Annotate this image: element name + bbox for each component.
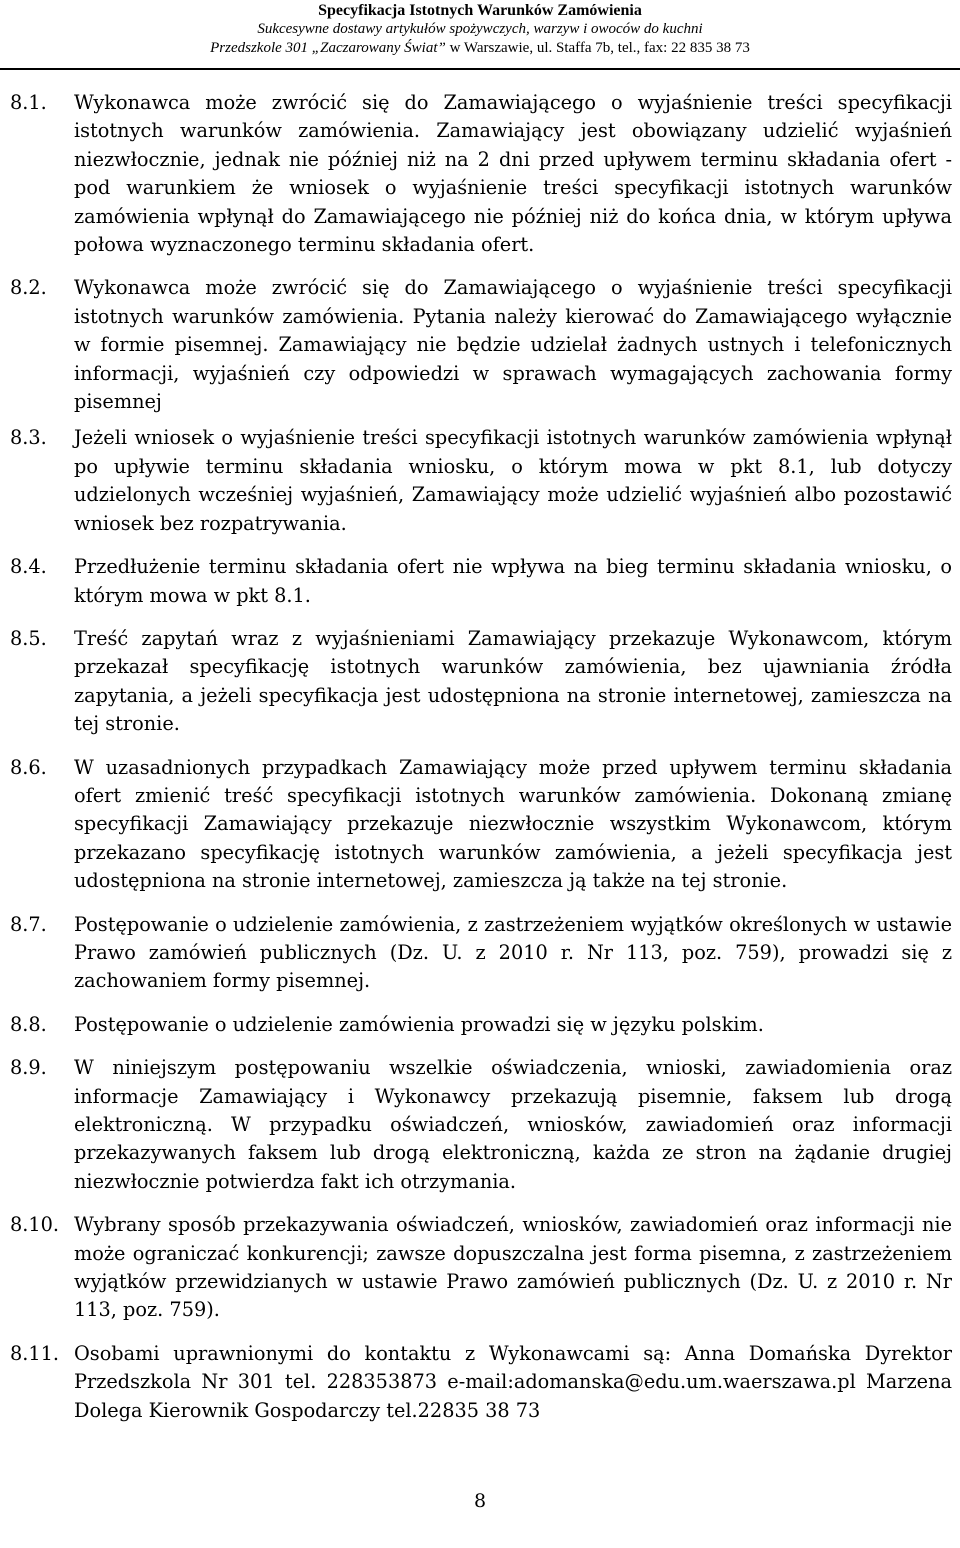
section-8-9 — [10, 1054, 952, 1196]
section-number: 8.5. — [10, 626, 47, 650]
section-text: Jeżeli wniosek o wyjaśnienie treści specyfikacji istotnych warunków zamówienia wpłynął po upływie terminu składania wniosku, o którym mowa w pkt 8.1, lub dotyczy udzielonych wcześniej wyjaśnień, Zamawiający może udzielić wyjaśnień albo pozostawić wniosek bez rozpatrywania. — [74, 426, 952, 535]
section-text: W niniejszym postępowaniu wszelkie oświadczenia, wnioski, zawiadomienia oraz informacje Zamawiający i Wykonawcy przekazują pisemnie, faksem lub drogą elektroniczną. W przypadku oświadczeń, wniosków, zawiadomień oraz informacji przekazywanych faksem lub drogą elektroniczną, każda ze stron na żądanie drugiej niezwłocznie potwierdza fakt ich otrzymania. — [74, 1056, 952, 1193]
section-8-10 — [10, 1211, 952, 1325]
section-8-6 — [10, 754, 952, 896]
section-number: 8.10. — [10, 1213, 60, 1237]
section-text: Wykonawca może zwrócić się do Zamawiającego o wyjaśnienie treści specyfikacji istotnych warunków zamówienia. Pytania należy kierować do Zamawiającego wyłącznie w formie pisemnej. Zamawiający nie będzie udzielał żadnych ustnych i telefonicznych informacji, wyjaśnień czy odpowiedzi w sprawach wymagających zachowania formy pisemnej — [74, 276, 952, 414]
section-number: 8.9. — [10, 1056, 47, 1080]
section-number: 8.3. — [10, 426, 47, 450]
section-text: Postępowanie o udzielenie zamówienia prowadzi się w języku polskim. — [74, 1012, 764, 1036]
section-number: 8.8. — [10, 1012, 47, 1036]
document-body — [10, 89, 952, 1425]
section-number: 8.7. — [10, 912, 47, 936]
section-number: 8.6. — [10, 755, 47, 779]
section-8-1 — [10, 89, 952, 259]
header-divider — [0, 68, 960, 70]
section-text: Wybrany sposób przekazywania oświadczeń, wniosków, zawiadomień oraz informacji nie może ograniczać konkurencji; zawsze dopuszczalna jest forma pisemna, z zastrzeżeniem wyjątków przewidzianych w ustawie Prawo zamówień publicznych (Dz. U. z 2010 r. Nr 113, poz. 759). — [74, 1213, 952, 1322]
header-address-line — [0, 39, 960, 58]
section-text: W uzasadnionych przypadkach Zamawiający może przed upływem terminu składania ofert zmienić treść specyfikacji istotnych warunków zamówienia. Dokonaną zmianę specyfikacji Zamawiający przekazuje niezwłocznie wszystkim Wykonawcom, którym przekazano specyfikację istotnych warunków zamówienia, a jeżeli specyfikacja jest udostępniona na stronie internetowej, zamieszcza ją także na tej stronie. — [74, 755, 952, 893]
header-title: Specyfikacja Istotnych Warunków Zamówienia — [318, 2, 642, 19]
section-text: Osobami uprawnionymi do kontaktu z Wykonawcami są: Anna Domańska Dyrektor Przedszkola Nr 301 tel. 228353873 e-mail:adomanska@edu.um.waerszawa.pl Marzena Dolega Kierownik Gospodarczy tel.22835 38 73 — [74, 1341, 952, 1422]
section-8-7 — [10, 911, 952, 996]
section-text: Przedłużenie terminu składania ofert nie wpływa na bieg terminu składania wniosku, o którym mowa w pkt 8.1. — [74, 555, 952, 607]
section-text: Treść zapytań wraz z wyjaśnieniami Zamawiający przekazuje Wykonawcom, którym przekazał specyfikację istotnych warunków zamówienia, bez ujawniania źródła zapytania, a jeżeli specyfikacja jest udostępniona na stronie internetowej, zamieszcza na tej stronie. — [74, 626, 952, 736]
page-number: 8 — [473, 1490, 487, 1512]
page-header — [0, 0, 960, 58]
header-subtitle: Sukcesywne dostawy artykułów spożywczych, warzyw i owoców do kuchni — [257, 21, 703, 37]
section-8-3 — [10, 424, 952, 538]
section-8-4 — [10, 553, 952, 610]
section-8-11 — [10, 1340, 952, 1425]
section-number: 8.2. — [10, 276, 47, 300]
header-address: w Warszawie, ul. Staffa 7b, tel., fax: 22 835 38 73 — [445, 40, 750, 56]
section-8-5 — [10, 625, 952, 739]
section-number: 8.1. — [10, 91, 47, 114]
section-text: Postępowanie o udzielenie zamówienia, z zastrzeżeniem wyjątków określonych w ustawie Prawo zamówień publicznych (Dz. U. z 2010 r. Nr 113, poz. 759), prowadzi się z zachowaniem formy pisemnej. — [74, 912, 952, 993]
section-text: Wykonawca może zwrócić się do Zamawiającego o wyjaśnienie treści specyfikacji istotnych warunków zamówienia. Zamawiający jest obowiązany udzielić wyjaśnień niezwłocznie, jednak nie później niż na 2 dni przed upływem terminu składania ofert - pod warunkiem że wniosek o wyjaśnienie treści specyfikacji istotnych warunków zamówienia wpłynął do Zamawiającego nie później niż do końca dnia, w którym upływa połowa wyznaczonego terminu składania ofert. — [74, 91, 952, 257]
section-number: 8.11. — [10, 1341, 60, 1365]
section-8-2 — [10, 274, 952, 416]
section-8-8 — [10, 1011, 952, 1039]
section-number: 8.4. — [10, 555, 47, 579]
header-institution: Przedszkole 301 „Zaczarowany Świat” — [210, 40, 446, 56]
